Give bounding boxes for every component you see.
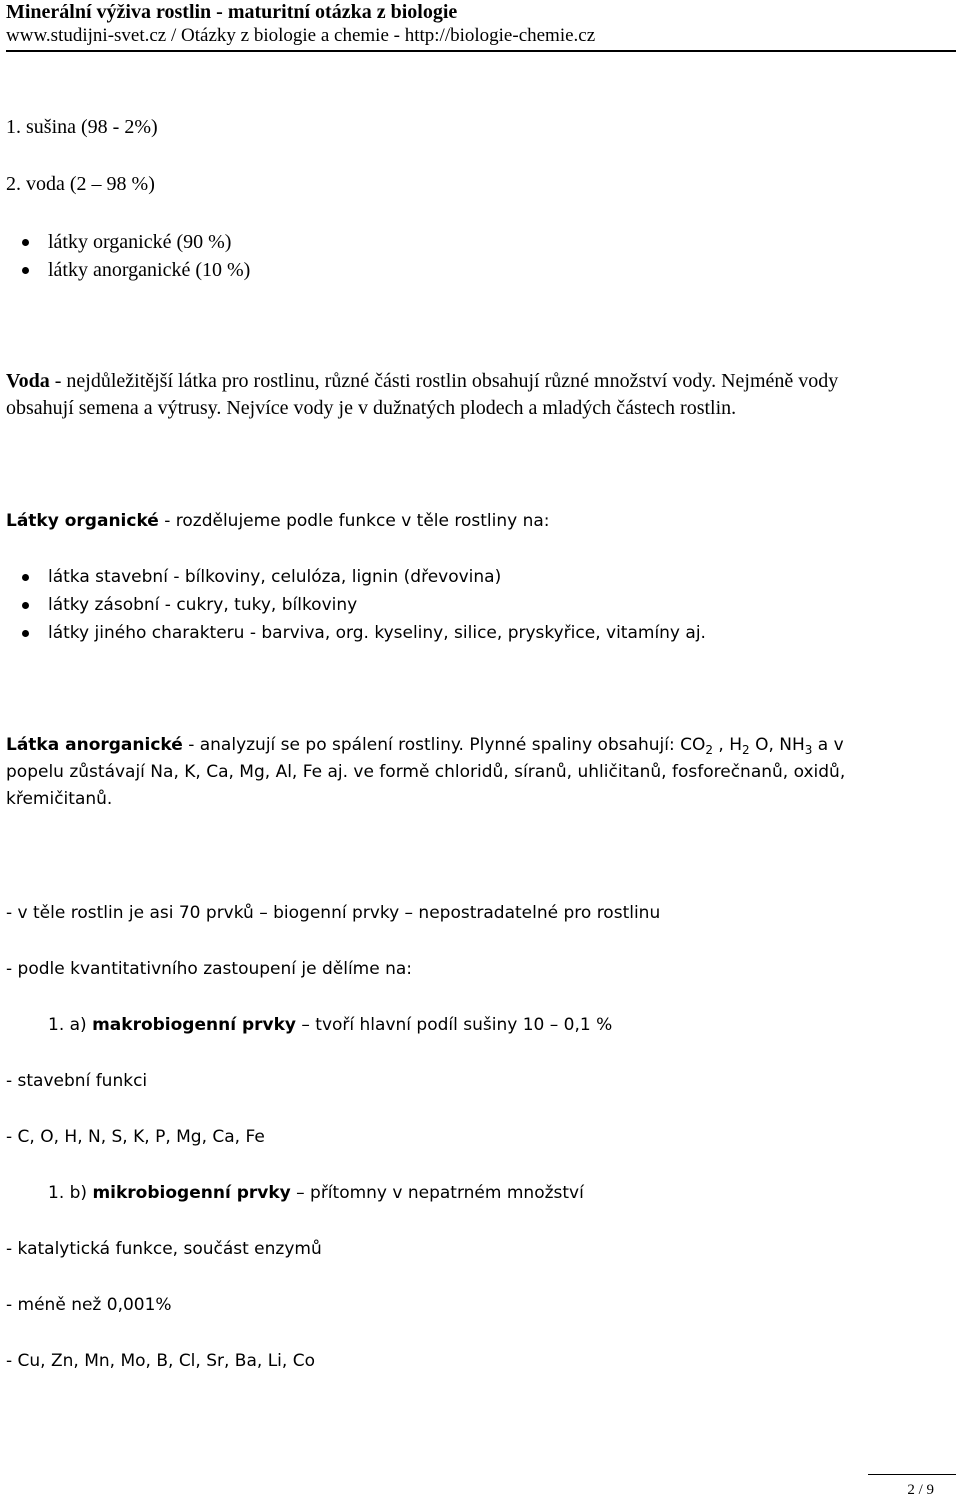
mikro-line-1: - katalytická funkce, součást enzymů (6, 1239, 322, 1259)
list-item-text: látky anorganické (10 %) (48, 259, 251, 281)
voda-paragraph-line-2: obsahují semena a výtrusy. Nejvíce vody je v dužnatých plodech a mladých částech rostlin. (6, 397, 737, 419)
makro-heading: 1. a) makrobiogenní prvky – tvoří hlavní podíl sušiny 10 – 0,1 % (48, 1015, 613, 1035)
anorganicke-term: Látka anorganické (6, 735, 183, 755)
mikro-heading: 1. b) mikrobiogenní prvky – přítomny v nepatrném množství (48, 1183, 584, 1203)
header-divider (6, 50, 956, 52)
list-item (48, 564, 501, 590)
list-item (48, 620, 706, 646)
list-item-text: látky jiného charakteru - barviva, org. kyseliny, silice, pryskyřice, vitamíny aj. (48, 623, 706, 643)
bullet-icon (22, 267, 29, 274)
bullet-icon (22, 239, 29, 246)
list-item-text: látka stavební - bílkoviny, celulóza, lignin (dřevovina) (48, 567, 502, 587)
bullet-icon (22, 602, 29, 609)
intro-item-2: 2. voda (2 – 98 %) (6, 173, 155, 195)
prvky-line-1: - v těle rostlin je asi 70 prvků – biogenní prvky – nepostradatelné pro rostlinu (6, 903, 661, 923)
organicke-term: Látky organické (6, 511, 159, 531)
bullet-icon (22, 630, 29, 637)
page-number: 2 / 9 (907, 1482, 934, 1498)
mikro-term: mikrobiogenní prvky (92, 1183, 291, 1203)
anorganicke-paragraph-line-1: Látka anorganické - analyzují se po spálení rostliny. Plynné spaliny obsahují: $CO_2$ , $H_2$ O, $NH_3$ a v (6, 735, 844, 757)
mikro-line-2: - méně než 0,001% (6, 1295, 172, 1315)
intro-item-1: 1. sušina (98 - 2%) (6, 116, 158, 138)
voda-term: Voda (6, 370, 50, 392)
prvky-line-2: - podle kvantitativního zastoupení je dělíme na: (6, 959, 413, 979)
list-item-text: látky zásobní - cukry, tuky, bílkoviny (48, 595, 358, 615)
makro-term: makrobiogenní prvky (92, 1015, 296, 1035)
voda-paragraph-line-1: Voda - nejdůležitější látka pro rostlinu, různé části rostlin obsahují různé množství vody. Nejméně vody (6, 370, 839, 392)
anorganicke-paragraph-line-2: popelu zůstávají Na, K, Ca, Mg, Al, Fe aj. ve formě chloridů, síranů, uhličitanů, fosforečnanů, oxidů, (6, 762, 846, 782)
bullet-icon (22, 574, 29, 581)
list-item-text: látky organické (90 %) (48, 231, 232, 253)
footer-divider (868, 1474, 956, 1475)
mikro-line-3: - Cu, Zn, Mn, Mo, B, Cl, Sr, Ba, Li, Co (6, 1351, 315, 1371)
list-item (48, 229, 231, 255)
list-item (48, 592, 357, 618)
list-item (48, 257, 250, 283)
makro-line-2: - C, O, H, N, S, K, P, Mg, Ca, Fe (6, 1127, 265, 1147)
document-title: Minerální výživa rostlin - maturitní otázka z biologie (6, 1, 458, 23)
organicke-heading: Látky organické - rozdělujeme podle funkce v těle rostliny na: (6, 511, 550, 531)
source-line: www.studijni-svet.cz / Otázky z biologie a chemie - http://biologie-chemie.cz (6, 25, 596, 46)
makro-line-1: - stavební funkci (6, 1071, 148, 1091)
anorganicke-paragraph-line-3: křemičitanů. (6, 789, 113, 809)
